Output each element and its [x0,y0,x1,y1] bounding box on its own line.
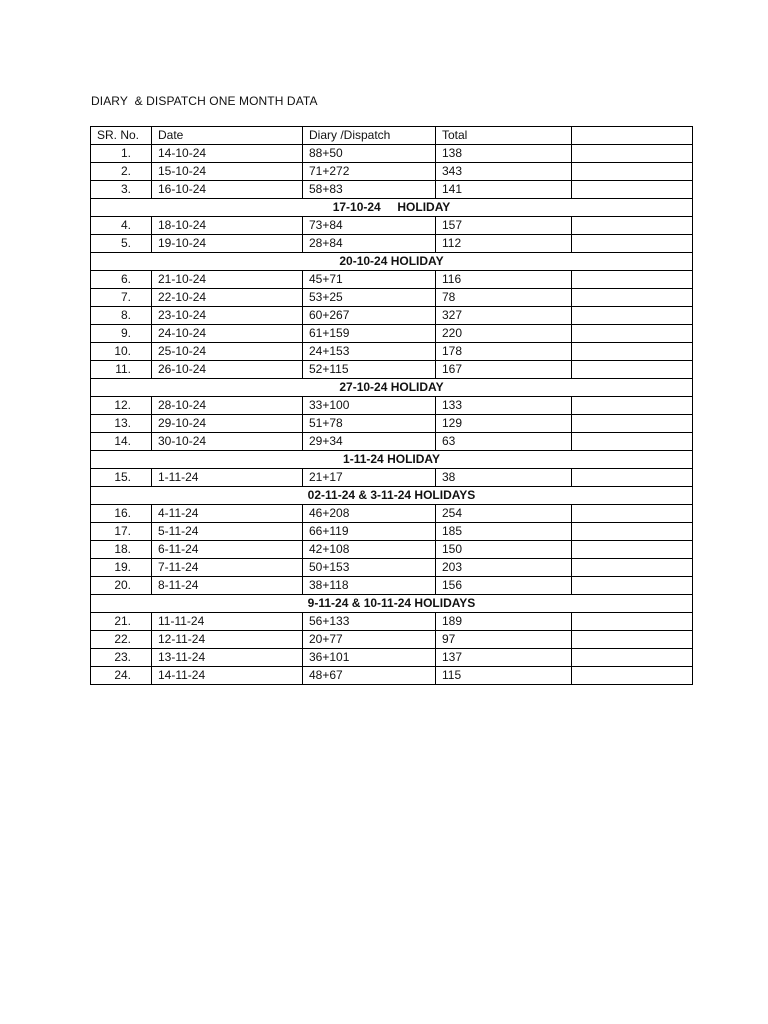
table-row [91,361,693,379]
table-row [91,433,693,451]
total-cell: 141 [436,181,572,199]
diary-dispatch-cell: 46+208 [303,505,436,523]
sr-no-cell: 24. [91,667,152,685]
table-row [91,523,693,541]
table-row [91,325,693,343]
date-cell: 21-10-24 [152,271,303,289]
holiday-row [91,487,693,505]
total-cell: 38 [436,469,572,487]
sr-no-cell: 12. [91,397,152,415]
table-row [91,217,693,235]
total-cell: 178 [436,343,572,361]
date-cell: 14-10-24 [152,145,303,163]
blank-cell [572,181,693,199]
date-cell: 18-10-24 [152,217,303,235]
date-cell: 15-10-24 [152,163,303,181]
date-cell: 30-10-24 [152,433,303,451]
total-cell: 129 [436,415,572,433]
date-cell: 4-11-24 [152,505,303,523]
date-cell: 25-10-24 [152,343,303,361]
table-row [91,505,693,523]
blank-cell [572,145,693,163]
table-row [91,289,693,307]
date-cell: 16-10-24 [152,181,303,199]
date-cell: 8-11-24 [152,577,303,595]
total-cell: 189 [436,613,572,631]
sr-no-cell: 9. [91,325,152,343]
table-row [91,235,693,253]
diary-dispatch-cell: 28+84 [303,235,436,253]
table-row [91,559,693,577]
date-cell: 29-10-24 [152,415,303,433]
diary-dispatch-cell: 20+77 [303,631,436,649]
table-row [91,307,693,325]
sr-no-cell: 7. [91,289,152,307]
table-row [91,397,693,415]
blank-cell [572,289,693,307]
blank-cell [572,577,693,595]
total-cell: 327 [436,307,572,325]
holiday-label: 1-11-24 HOLIDAY [91,451,693,469]
date-cell: 7-11-24 [152,559,303,577]
total-cell: 137 [436,649,572,667]
total-cell: 78 [436,289,572,307]
sr-no-cell: 16. [91,505,152,523]
sr-no-cell: 15. [91,469,152,487]
blank-cell [572,667,693,685]
sr-no-cell: 10. [91,343,152,361]
blank-cell [572,343,693,361]
table-row [91,415,693,433]
table-row [91,181,693,199]
table-row [91,469,693,487]
diary-dispatch-cell: 88+50 [303,145,436,163]
blank-cell [572,541,693,559]
holiday-row [91,253,693,271]
sr-no-cell: 2. [91,163,152,181]
blank-cell [572,235,693,253]
holiday-label: 20-10-24 HOLIDAY [91,253,693,271]
blank-cell [572,325,693,343]
date-cell: 11-11-24 [152,613,303,631]
date-cell: 28-10-24 [152,397,303,415]
date-cell: 19-10-24 [152,235,303,253]
sr-no-cell: 14. [91,433,152,451]
total-cell: 63 [436,433,572,451]
holiday-label: 02-11-24 & 3-11-24 HOLIDAYS [91,487,693,505]
date-cell: 14-11-24 [152,667,303,685]
diary-dispatch-cell: 73+84 [303,217,436,235]
sr-no-cell: 13. [91,415,152,433]
table-header-row [91,127,693,145]
total-cell: 157 [436,217,572,235]
table-row [91,577,693,595]
sr-no-cell: 1. [91,145,152,163]
sr-no-cell: 11. [91,361,152,379]
table-row [91,541,693,559]
header-blank [572,127,693,145]
diary-dispatch-cell: 61+159 [303,325,436,343]
header-diary-dispatch: Diary /Dispatch [303,127,436,145]
header-date: Date [152,127,303,145]
diary-dispatch-cell: 52+115 [303,361,436,379]
diary-dispatch-cell: 24+153 [303,343,436,361]
table-row [91,163,693,181]
diary-dispatch-cell: 45+71 [303,271,436,289]
blank-cell [572,217,693,235]
sr-no-cell: 17. [91,523,152,541]
diary-dispatch-cell: 60+267 [303,307,436,325]
total-cell: 133 [436,397,572,415]
sr-no-cell: 18. [91,541,152,559]
date-cell: 13-11-24 [152,649,303,667]
holiday-row [91,379,693,397]
diary-dispatch-cell: 33+100 [303,397,436,415]
blank-cell [572,631,693,649]
blank-cell [572,469,693,487]
total-cell: 115 [436,667,572,685]
total-cell: 138 [436,145,572,163]
total-cell: 150 [436,541,572,559]
table-row [91,145,693,163]
diary-dispatch-cell: 38+118 [303,577,436,595]
date-cell: 12-11-24 [152,631,303,649]
total-cell: 220 [436,325,572,343]
diary-dispatch-cell: 51+78 [303,415,436,433]
sr-no-cell: 23. [91,649,152,667]
blank-cell [572,271,693,289]
total-cell: 254 [436,505,572,523]
blank-cell [572,397,693,415]
diary-dispatch-cell: 42+108 [303,541,436,559]
sr-no-cell: 20. [91,577,152,595]
total-cell: 112 [436,235,572,253]
diary-dispatch-cell: 53+25 [303,289,436,307]
sr-no-cell: 3. [91,181,152,199]
table-body [91,145,693,685]
date-cell: 26-10-24 [152,361,303,379]
document-title: DIARY & DISPATCH ONE MONTH DATA [91,94,318,108]
total-cell: 97 [436,631,572,649]
holiday-label: 27-10-24 HOLIDAY [91,379,693,397]
sr-no-cell: 6. [91,271,152,289]
diary-dispatch-cell: 66+119 [303,523,436,541]
date-cell: 24-10-24 [152,325,303,343]
table-row [91,649,693,667]
total-cell: 343 [436,163,572,181]
sr-no-cell: 5. [91,235,152,253]
blank-cell [572,559,693,577]
diary-dispatch-cell: 56+133 [303,613,436,631]
diary-dispatch-cell: 58+83 [303,181,436,199]
holiday-label: 17-10-24 HOLIDAY [91,199,693,217]
table-row [91,343,693,361]
table-row [91,667,693,685]
blank-cell [572,307,693,325]
holiday-row [91,595,693,613]
table-row [91,613,693,631]
sr-no-cell: 8. [91,307,152,325]
diary-dispatch-cell: 48+67 [303,667,436,685]
total-cell: 203 [436,559,572,577]
total-cell: 116 [436,271,572,289]
table-row [91,271,693,289]
header-sr-no: SR. No. [91,127,152,145]
date-cell: 6-11-24 [152,541,303,559]
diary-dispatch-cell: 29+34 [303,433,436,451]
blank-cell [572,433,693,451]
blank-cell [572,415,693,433]
diary-dispatch-cell: 36+101 [303,649,436,667]
blank-cell [572,613,693,631]
holiday-row [91,199,693,217]
sr-no-cell: 22. [91,631,152,649]
date-cell: 5-11-24 [152,523,303,541]
blank-cell [572,163,693,181]
diary-dispatch-cell: 50+153 [303,559,436,577]
blank-cell [572,523,693,541]
sr-no-cell: 19. [91,559,152,577]
total-cell: 185 [436,523,572,541]
diary-dispatch-cell: 21+17 [303,469,436,487]
date-cell: 22-10-24 [152,289,303,307]
holiday-label: 9-11-24 & 10-11-24 HOLIDAYS [91,595,693,613]
dispatch-table [90,126,693,685]
blank-cell [572,361,693,379]
table-row [91,631,693,649]
total-cell: 156 [436,577,572,595]
date-cell: 23-10-24 [152,307,303,325]
holiday-row [91,451,693,469]
date-cell: 1-11-24 [152,469,303,487]
total-cell: 167 [436,361,572,379]
sr-no-cell: 21. [91,613,152,631]
diary-dispatch-cell: 71+272 [303,163,436,181]
blank-cell [572,649,693,667]
blank-cell [572,505,693,523]
sr-no-cell: 4. [91,217,152,235]
header-total: Total [436,127,572,145]
